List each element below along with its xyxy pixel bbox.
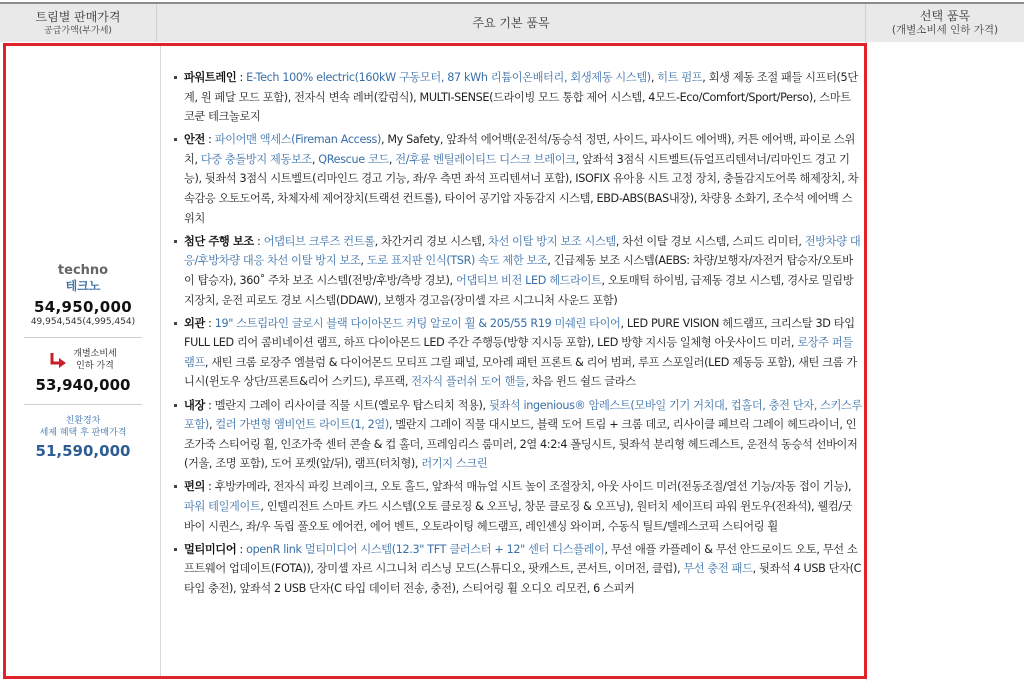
header-trim-price [0, 4, 157, 42]
tax-label-line1: 개별소비세 [73, 348, 117, 359]
feature-category: 안전 [184, 133, 205, 147]
feature-text: , 멜란지 그레이 직물 대시보드, 블랙 도어 트림 + 크롬 데코, 리사이클 페브릭 그레이 헤드라이너, 인조가죽 스티어링 휠, 인조가죽 센터 콘솔 & 컵 홀더, 프레임리스 룸미러, 2열 4:2:4 폴딩시트, 뒷좌석 분리형 헤드레스트, 운전석 동승석 선바이저(거울, 조명 포함), 도어 포켓(앞/뒤), 램프(터치형), [184, 418, 858, 471]
header-main-features-title: 주요 기본 품목 [472, 15, 550, 30]
table-header [0, 2, 1024, 42]
tax-reduced-price: 53,940,000 [35, 375, 131, 394]
separator: : [204, 133, 215, 147]
feature-text: , 차선 이탈 경보 시스템, 스피드 리미터, [615, 234, 805, 248]
feature-highlight: 19" 스트림라인 글로시 블랙 다이아몬드 커팅 알로이 휠 & 205/55 R19 미쉐린 타이어 [214, 316, 621, 330]
feature-text: , [388, 152, 396, 166]
separator: : [236, 71, 247, 84]
feature-category: 외관 [184, 316, 205, 330]
feature-highlight: 전/후륜 벤틸레이티드 디스크 브레이크 [395, 152, 576, 166]
feature-category: 편의 [184, 480, 205, 494]
supply-price: 49,954,545(4,995,454) [30, 316, 136, 327]
feature-item [172, 540, 862, 599]
feature-highlight: 로장주 퍼들 램프 [184, 336, 853, 369]
feature-highlight: 파워 테일게이트 [184, 499, 261, 513]
feature-category: 내장 [184, 398, 205, 412]
feature-highlight: 차선 이탈 방지 보조 시스템 [488, 234, 616, 248]
feature-highlight: 도로 표지판 인식(TSR) 속도 제한 보조 [366, 254, 548, 268]
column-divider [160, 46, 161, 676]
separator: : [204, 480, 215, 494]
divider [24, 337, 142, 338]
eco-label-line1: 친환경차 [65, 415, 101, 426]
feature-text: , 새틴 크롬 로장주 엠블럼 & 다이어몬드 모티프 그릴 패널, 모아레 패턴 프론트 & 리어 범퍼, 루프 스포일러(LED 제동등 포함), 새틴 크롬 가니시(윈도우 상단/프론트&리어 스키드), 루프랙, [184, 355, 857, 389]
feature-item [172, 232, 862, 310]
feature-highlight: 무선 충전 패드 [683, 562, 753, 576]
feature-highlight: 어댑티브 비전 LED 헤드라이트 [455, 273, 602, 287]
header-trim-price-title: 트림별 판매가격 [35, 9, 121, 24]
feature-highlight: 전자식 플러쉬 도어 핸들 [411, 375, 526, 389]
feature-category: 멀티미디어 [184, 542, 237, 556]
feature-text: , 앞좌석 3점식 시트벨트(듀얼프리텐셔너/리마인드 경고 기능), 뒷좌석 3점식 시트벨트(리마인드 경고 기능, 좌/우 측면 좌석 프리텐셔너 포함), ISOFIX 유아용 시트 고정 장치, 충돌감지도어록 해제장치, 차속감응 오토도어록, 차체자세 제어장치(트랙션 컨트롤), 타이어 공기압 자동감지 시스템, EBD-ABS(BAS내장), 차량용 소화기, 조수석 에어백 스위치 [184, 152, 859, 225]
feature-highlight: 다중 충돌방지 제동보조 [200, 152, 312, 166]
feature-text: , 회생 제동 조절 패들 시프터(5단계, 원 페달 모드 포함), 전자식 변속 레버(칼럼식), MULTI-SENSE(드라이빙 모드 통합 제어 시스템, 4모드-Eco/Comfort/Sport/Perso), 스마트 코쿤 테크놀로지 [184, 71, 858, 124]
feature-highlight: E-Tech 100% electric(160kW 구동모터, 87 kWh 리튬이온배터리, 회생제동 시스템) [246, 71, 651, 84]
feature-text: , 무선 애플 카플레이 & 무선 안드로이드 오토, 무선 소프트웨어 업데이트(FOTA)), 장미셸 자르 시그니처 리스닝 모드(스튜디오, 팟캐스트, 콘서트, 이머전, 클럽), [184, 542, 858, 576]
feature-item [172, 314, 862, 392]
header-main-features [157, 4, 866, 42]
feature-text: , [311, 152, 319, 166]
feature-item [172, 396, 862, 474]
feature-text: 후방카메라, 전자식 파킹 브레이크, 오토 홀드, 앞좌석 매뉴얼 시트 높이 조절장치, 아웃 사이드 미러(전동조절/열선 기능/자동 접이 기능), [214, 480, 852, 494]
feature-item [172, 130, 862, 228]
feature-highlight: openR link 멀티미디어 시스템(12.3" TFT 클러스터 + 12" 센터 디스플레이 [246, 542, 605, 556]
feature-text: , [208, 418, 216, 432]
separator: : [204, 316, 215, 330]
header-options-sub: (개별소비세 인하 가격) [891, 24, 999, 36]
feature-item [172, 477, 862, 536]
header-options [866, 4, 1024, 42]
feature-list [172, 68, 862, 602]
feature-highlight: 러기지 스크린 [421, 457, 488, 471]
header-trim-price-sub: 공급가액(부가세) [44, 25, 112, 36]
feature-highlight: 히트 펌프 [657, 71, 703, 84]
feature-highlight: 뒷좌석 ingenious® 암레스트(모바일 기기 거치대, 컵홀더, 충전 단자, 스키스루 포함) [184, 398, 862, 432]
feature-category: 파워트레인 [184, 71, 237, 84]
separator: : [253, 234, 264, 248]
trim-price: 54,950,000 [34, 297, 132, 316]
feature-highlight: 어댑티브 크루즈 컨트롤 [263, 234, 375, 248]
feature-highlight: QRescue 코드 [318, 152, 389, 166]
trim-name-en: techno [57, 262, 109, 278]
feature-text: , 뒷좌석 4 USB 단자(C 타입 충전), 앞좌석 2 USB 단자(C 타입 데이터 전송, 충전), 스티어링 휠 오디오 리모컨, 6 스피커 [184, 562, 862, 595]
feature-text: , 인텔리전트 스마트 카드 시스템(오토 클로징 & 오프닝, 창문 클로징 & 오프닝), 원터치 세이프티 파워 윈도우(전좌석), 웰컴/굿바이 시퀀스, 좌/우 독립 풀오토 에어컨, 에어 벤트, 오토라이팅 헤드램프, 레인센싱 와이퍼, 수동식 틸트/텔레스코픽 스티어링 휠 [184, 499, 853, 533]
feature-text: , 차음 윈드 쉴드 글라스 [525, 375, 636, 389]
highlighted-trim-row [3, 43, 867, 679]
feature-text: , 오토매틱 하이빔, 급제동 경보 시스템, 경사로 밀림방지장치, 운전 피로도 경보 시스템(DDAW), 보행자 경고음(장미셸 자르 시그니처 사운드 포함) [184, 273, 854, 307]
feature-text: , LED PURE VISION 헤드램프, 크리스탈 3D 타입 FULL LED 리어 콤비네이션 램프, 하프 다이아몬드 LED 주간 주행등(방향 지시등 포함), LED 방향 지시등 일체형 아웃사이드 미러, [184, 316, 855, 350]
arrow-down-right-icon [49, 352, 67, 368]
separator: : [236, 542, 247, 556]
feature-text: , [360, 254, 367, 268]
eco-price: 51,590,000 [35, 441, 131, 460]
feature-highlight: 파이어맨 액세스(Fireman Access) [214, 133, 381, 147]
feature-text: 멜란지 그레이 리사이클 직물 시트(옐로우 탑스티치 적용), [214, 398, 489, 412]
header-options-title: 선택 품목 [919, 9, 971, 23]
trim-price-cell [6, 46, 160, 676]
feature-item [172, 68, 862, 127]
trim-name-kr: 테크노 [65, 278, 101, 293]
divider [24, 404, 142, 405]
separator: : [204, 398, 215, 412]
tax-reduction-label [49, 348, 116, 372]
feature-text: , 차간거리 경보 시스템, [374, 234, 489, 248]
feature-text: , My Safety, 앞좌석 에어백(운전석/동승석 정면, 사이드, 파사이드 에어백), 커튼 에어백, 파이로 스위치, [184, 133, 855, 166]
feature-text: , 긴급제동 보조 시스템(AEBS: 차량/보행자/자전거 탑승자/오토바이 탑승자), 360˚ 주차 보조 시스템(전방/후방/측방 경보), [184, 254, 853, 287]
feature-highlight: 컬러 가변형 앰비언트 라이트(1, 2열) [215, 418, 389, 432]
tax-label-line2: 인하 가격 [76, 360, 114, 371]
feature-text: , [650, 71, 658, 84]
feature-category: 첨단 주행 보조 [184, 234, 254, 248]
feature-highlight: 전방차량 대응/후방차량 대응 차선 이탈 방지 보조 [184, 234, 861, 268]
eco-label-line2: 세제 혜택 후 판매가격 [39, 427, 127, 438]
